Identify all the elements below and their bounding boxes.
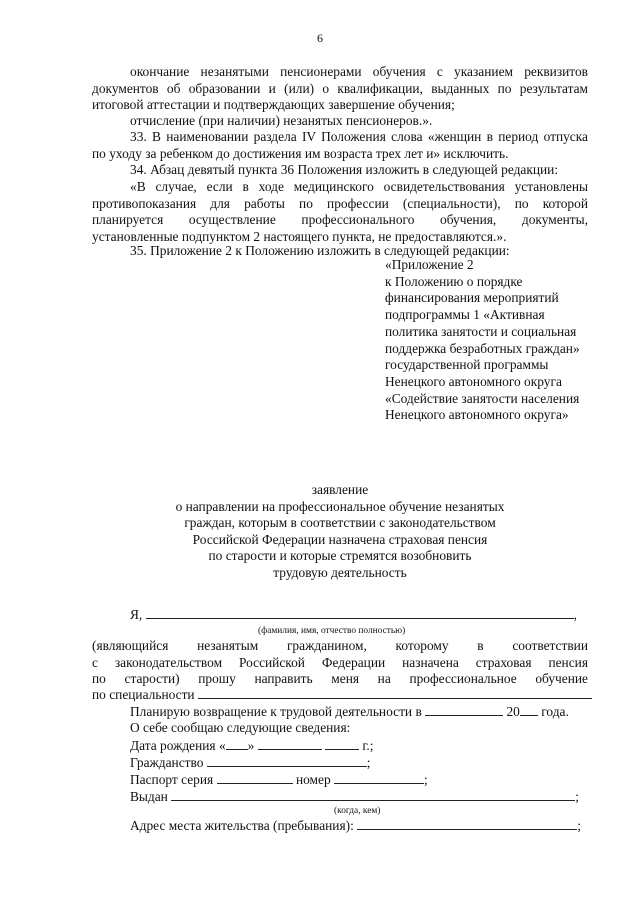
- fio-row: [130, 606, 577, 623]
- text-line: «В случае, если в ходе медицинского освидетельствования установлены: [130, 179, 588, 194]
- year-suffix: года.: [541, 704, 569, 719]
- birth-year-field[interactable]: [325, 737, 359, 750]
- text-line: противопоказания для работы по профессии (специальности), по которой: [92, 195, 588, 211]
- text-line: итоговой аттестации и подтверждающих завершение обучения;: [92, 97, 455, 112]
- application-title: [92, 482, 588, 582]
- page-number: 6: [317, 31, 323, 45]
- title-line: по старости и которые стремятся возобновить: [208, 548, 472, 564]
- birth-month-field[interactable]: [258, 737, 322, 750]
- citizenship-row: [130, 754, 371, 771]
- issued-row: [130, 788, 579, 805]
- text-line: отчисление (при наличии) незанятых пенсионеров.».: [130, 113, 433, 128]
- birth-label: Дата рождения «: [130, 738, 226, 753]
- about-label: О себе сообщаю следующие сведения:: [130, 720, 351, 735]
- text-line: с законодательством Российской Федерации назначена страховая пенсия: [92, 654, 588, 670]
- appendix-line: политика занятости и социальная: [385, 323, 577, 339]
- specialty-label: по специальности: [92, 687, 195, 702]
- text-line: 34. Абзац девятый пункта 36 Положения изложить в следующей редакции:: [130, 162, 559, 177]
- citizenship-field[interactable]: [207, 754, 367, 767]
- i-label: Я,: [130, 607, 143, 622]
- text-line: планируется осуществление профессионального обучения, документы,: [92, 212, 588, 227]
- passport-series-field[interactable]: [217, 771, 293, 784]
- title-line: о направлении на профессиональное обучение незанятых: [175, 498, 505, 514]
- text-line: окончание незанятыми пенсионерами обучения с указанием реквизитов: [130, 64, 588, 79]
- title-line: Российской Федерации назначена страховая пенсия: [192, 531, 488, 547]
- address-label: Адрес места жительства (пребывания):: [130, 818, 354, 833]
- title-line: граждан, которым в соответствии с законодательством: [184, 515, 496, 531]
- text-line: 33. В наименовании раздела IV Положения слова «женщин в период отпуска: [130, 129, 588, 144]
- birth-day-field[interactable]: [226, 737, 248, 750]
- issued-label: Выдан: [130, 789, 168, 804]
- birth-row: [130, 737, 373, 754]
- passport-row: [130, 771, 428, 788]
- semicolon: ;: [575, 789, 579, 804]
- paragraph-medical-quote: [92, 179, 588, 245]
- address-field[interactable]: [357, 817, 577, 830]
- fio-field[interactable]: [146, 606, 574, 619]
- appendix-line: подпрограммы 1 «Активная: [385, 307, 545, 323]
- appendix-line: к Положению о порядке: [385, 273, 523, 289]
- fio-hint: (фамилия, имя, отчество полностью): [258, 626, 406, 636]
- citizenship-label: Гражданство: [130, 755, 204, 770]
- passport-number-field[interactable]: [334, 771, 424, 784]
- paragraph-education-end: [92, 64, 588, 114]
- appendix-line: «Приложение 2: [385, 257, 474, 272]
- appendix-line: поддержка безработных граждан»: [385, 340, 580, 356]
- semicolon: ;: [366, 755, 371, 770]
- about-row: [130, 720, 350, 736]
- applicant-intro: [92, 638, 588, 688]
- paragraph-34: [92, 162, 588, 179]
- specialty-field[interactable]: [198, 686, 592, 699]
- paragraph-33: [92, 129, 588, 162]
- return-label: Планирую возвращение к трудовой деятельности в: [130, 704, 422, 719]
- title-line: заявление: [311, 482, 369, 497]
- appendix-line: Ненецкого автономного округа: [385, 373, 562, 389]
- text-line: 35. Приложение 2 к Положению изложить в следующей редакции:: [130, 243, 510, 258]
- title-line: трудовую деятельность: [273, 564, 407, 580]
- comma: ,: [573, 607, 577, 622]
- specialty-row: [92, 686, 592, 703]
- appendix-line: Ненецкого автономного округа»: [385, 407, 569, 423]
- appendix-line: государственной программы: [385, 357, 549, 373]
- passport-number-label: номер: [295, 772, 331, 787]
- return-row: [130, 703, 569, 720]
- text-line: по старости) прошу направить меня на профессиональное обучение: [92, 671, 588, 686]
- text-line: документов об образовании и (или) о квалификации, выданных по результатам: [92, 80, 588, 96]
- text-line: по уходу за ребенком до достижения им возраста трех лет и» исключить.: [92, 145, 509, 161]
- year-prefix: 20: [506, 704, 520, 719]
- appendix-header: [385, 257, 600, 424]
- appendix-line: финансирования мероприятий: [385, 290, 559, 306]
- paragraph-expulsion: [130, 113, 590, 130]
- semicolon: ;: [424, 772, 428, 787]
- text-line: (являющийся незанятым гражданином, которому в соответствии: [92, 638, 588, 653]
- passport-label: Паспорт серия: [130, 772, 214, 787]
- birth-quote: »: [247, 738, 255, 753]
- appendix-line: «Содействие занятости населения: [385, 390, 580, 406]
- address-row: [130, 817, 581, 834]
- text-line: установленные подпунктом 2 настоящего пункта, не предоставляются.».: [92, 228, 507, 244]
- return-month-field[interactable]: [425, 703, 503, 716]
- issued-field[interactable]: [171, 788, 575, 801]
- return-year-field[interactable]: [520, 703, 538, 716]
- issued-hint: (когда, кем): [334, 806, 381, 816]
- birth-year-suffix: г.;: [362, 738, 374, 753]
- semicolon: ;: [577, 818, 581, 833]
